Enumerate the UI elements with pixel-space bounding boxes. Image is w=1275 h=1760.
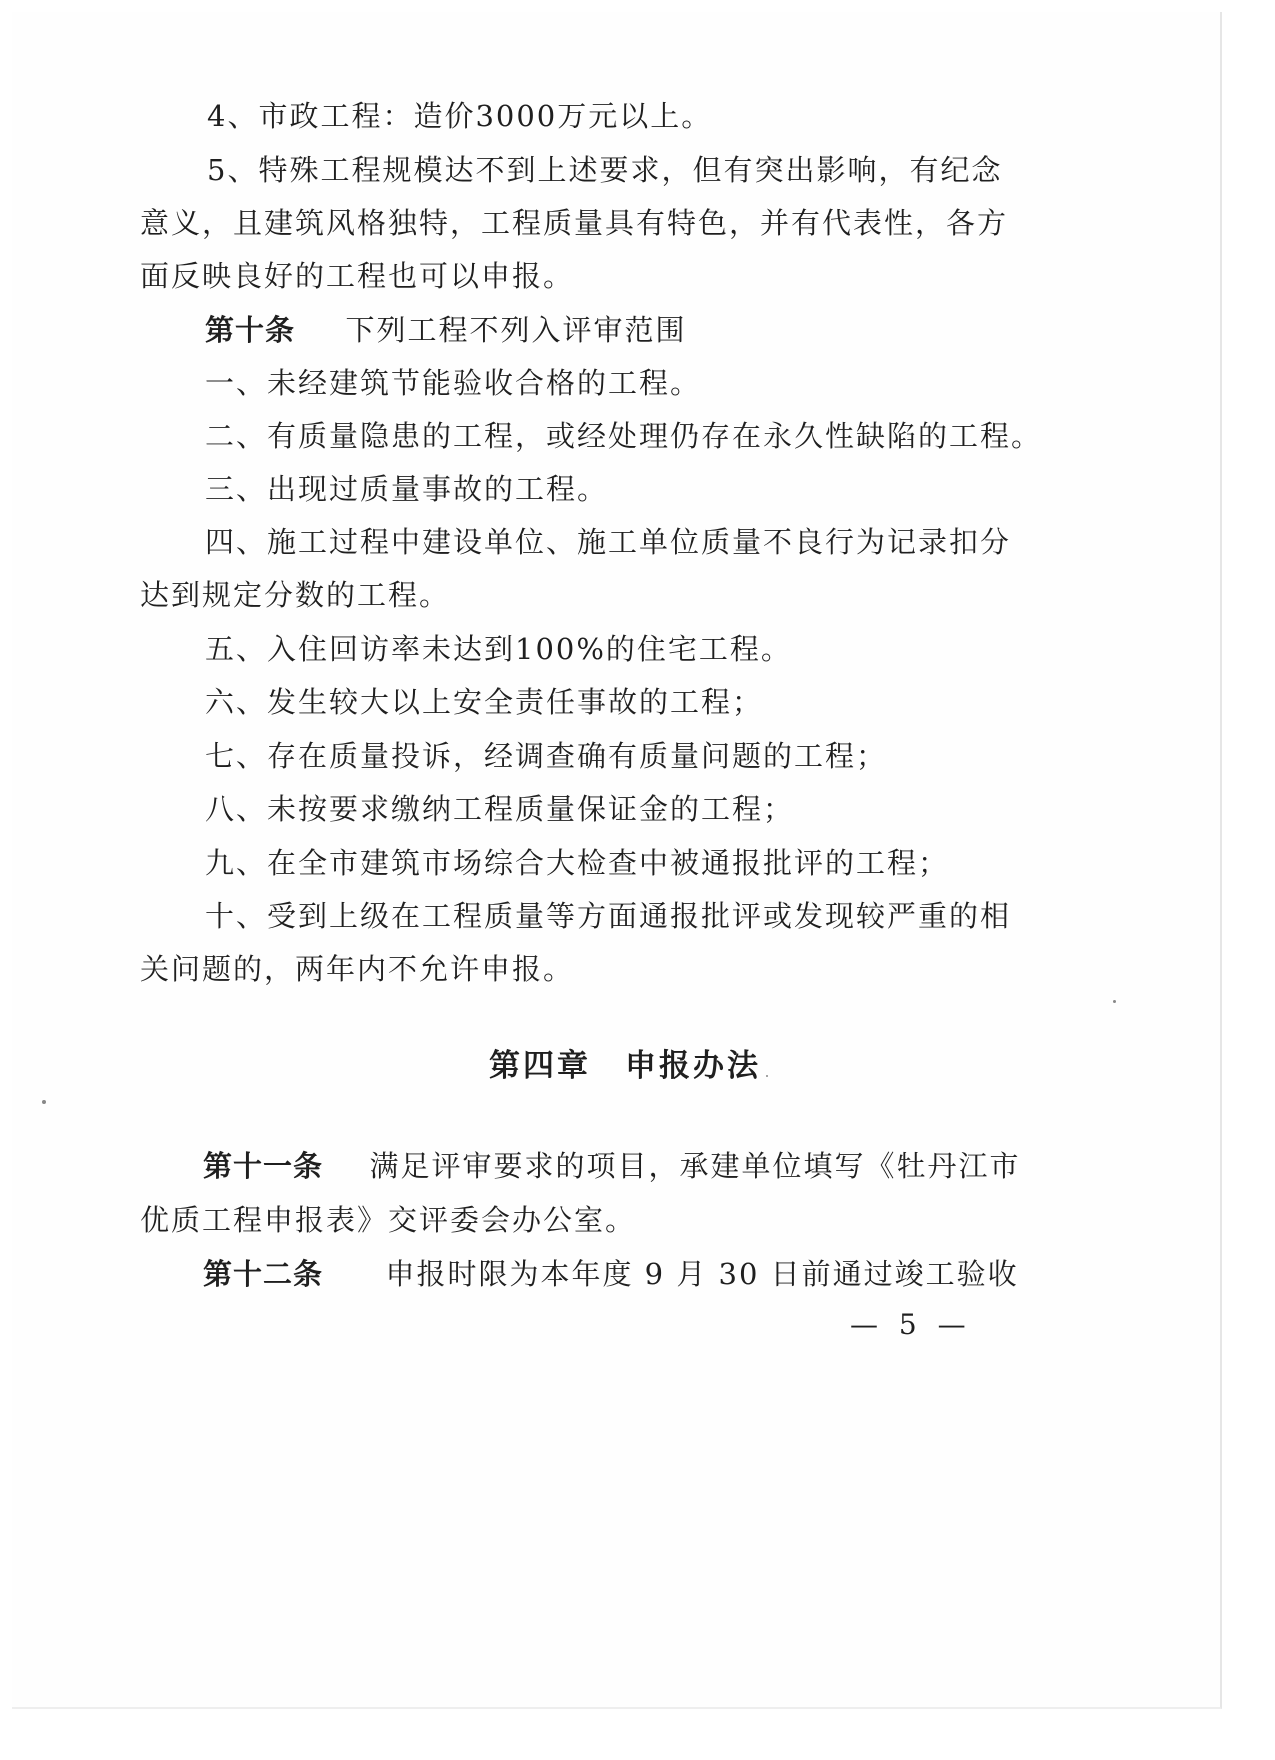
exclusion-2: 二、有质量隐患的工程，或经处理仍存在永久性缺陷的工程。 [205, 419, 1043, 453]
item-4: 4、市政工程：造价3000万元以上。 [207, 99, 713, 133]
exclusion-3: 三、出现过质量事故的工程。 [205, 472, 609, 506]
scan-speck [1113, 1000, 1116, 1003]
chapter-title: 第四章 申报办法 [489, 1048, 761, 1084]
exclusion-9: 九、在全市建筑市场综合大检查中被通报批评的工程； [205, 846, 950, 880]
exclusion-4-line-1: 四、施工过程中建设单位、施工单位质量不良行为记录扣分 [205, 525, 1012, 559]
exclusion-4-line-2: 达到规定分数的工程。 [140, 578, 451, 612]
article-11-line-1 [203, 1148, 1020, 1184]
exclusion-1: 一、未经建筑节能验收合格的工程。 [205, 366, 702, 400]
scan-speck [766, 1075, 768, 1077]
item-5-line-1: 5、特殊工程规模达不到上述要求，但有突出影响，有纪念 [207, 153, 1003, 187]
article-11-label: 第十一条 [203, 1149, 324, 1183]
article-12-line-1 [203, 1256, 1019, 1292]
exclusion-5: 五、入住回访率未达到100%的住宅工程。 [205, 632, 792, 666]
article-12-label: 第十二条 [203, 1257, 324, 1291]
item-5-line-3: 面反映良好的工程也可以申报。 [140, 259, 575, 293]
article-10-text: 下列工程不列入评审范围 [345, 313, 687, 347]
article-12-text: 申报时限为本年度 9 月 30 日前通过竣工验收 [385, 1257, 1019, 1291]
article-11-text: 满足评审要求的项目，承建单位填写《牡丹江市 [369, 1149, 1021, 1183]
article-10-label: 第十条 [205, 313, 296, 347]
article-10 [205, 312, 686, 348]
article-11-line-2: 优质工程申报表》交评委会办公室。 [140, 1203, 637, 1237]
scan-speck [42, 1100, 46, 1104]
exclusion-10-line-2: 关问题的，两年内不允许申报。 [140, 952, 575, 986]
exclusion-8: 八、未按要求缴纳工程质量保证金的工程； [205, 792, 795, 826]
exclusion-7: 七、存在质量投诉，经调查确有质量问题的工程； [205, 739, 888, 773]
item-5-line-2: 意义，且建筑风格独特，工程质量具有特色，并有代表性，各方 [140, 206, 1009, 240]
page-number: — 5 — [850, 1308, 972, 1341]
exclusion-6: 六、发生较大以上安全责任事故的工程； [205, 685, 764, 719]
exclusion-10-line-1: 十、受到上级在工程质量等方面通报批评或发现较严重的相 [205, 899, 1012, 933]
